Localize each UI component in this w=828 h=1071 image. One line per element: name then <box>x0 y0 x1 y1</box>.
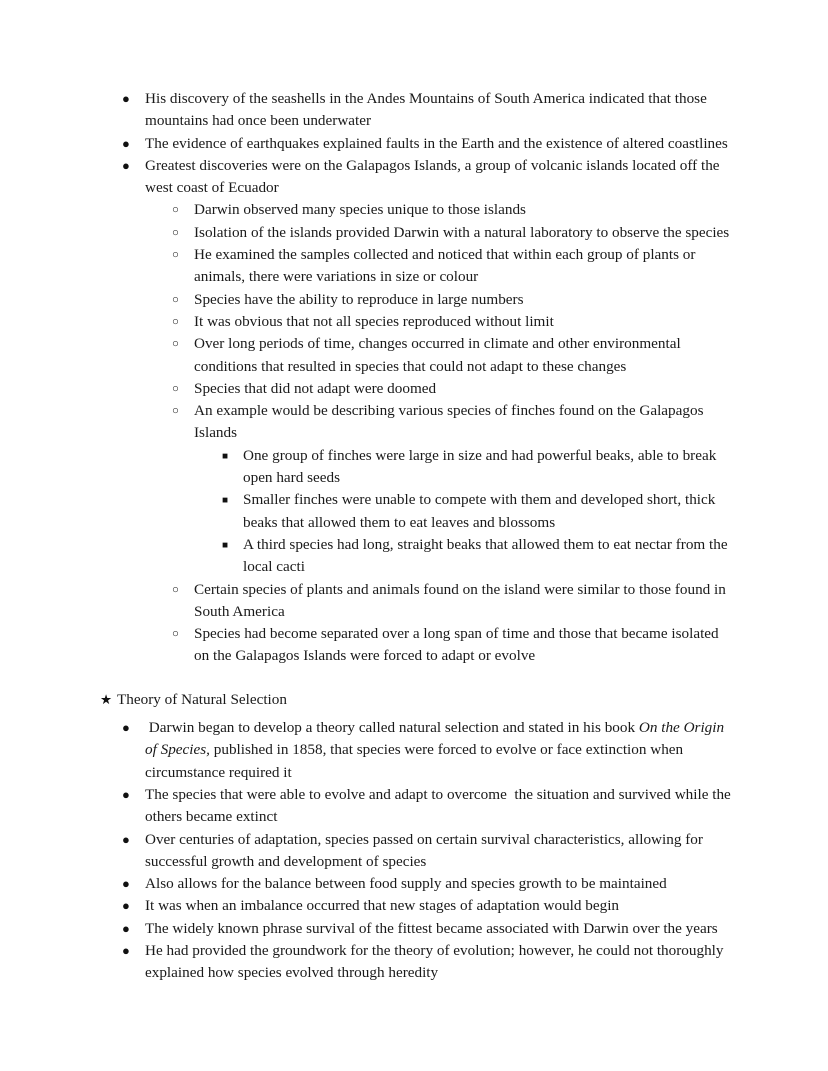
list-item-level-2 <box>96 311 736 333</box>
list-item-level-2 <box>96 400 736 445</box>
circle-bullet-icon: ○ <box>172 382 179 395</box>
list-item-level-1 <box>96 784 736 829</box>
list-item-level-2 <box>96 378 736 400</box>
list-item-level-1 <box>96 717 736 784</box>
list-item-text: He had provided the groundwork for the theory of evolution; however, he could not thoroughly explained how species evolved through heredity <box>145 941 728 982</box>
disc-bullet-icon: ● <box>122 720 130 736</box>
list-item-level-3 <box>96 489 736 534</box>
list-item-text: An example would be describing various species of finches found on the Galapagos Islands <box>194 402 708 442</box>
list-item-text: Species that did not adapt were doomed <box>194 379 437 397</box>
list-item-text: Darwin began to develop a theory called natural selection and stated in his book On the Origin of Species, published in 1858, that species were forced to evolve or face extinction when circumstance required it <box>145 719 728 781</box>
circle-bullet-icon: ○ <box>172 249 179 262</box>
list-item-level-2 <box>96 244 736 289</box>
circle-bullet-icon: ○ <box>172 226 179 239</box>
list-item-level-2 <box>96 289 736 311</box>
square-bullet-icon: ■ <box>222 539 229 551</box>
list-item-level-2 <box>96 623 736 668</box>
list-item-level-3 <box>96 534 736 579</box>
circle-bullet-icon: ○ <box>172 204 179 217</box>
circle-bullet-icon: ○ <box>172 293 179 306</box>
circle-bullet-icon: ○ <box>172 315 179 328</box>
section-heading-theory-of-natural-selection <box>96 689 736 711</box>
list-item-text: Smaller finches were unable to compete with them and developed short, thick beaks that allowed them to eat leaves and blossoms <box>243 491 720 531</box>
list-item-text: Greatest discoveries were on the Galapagos Islands, a group of volcanic islands located off the west coast of Ecuador <box>145 156 724 197</box>
list-item-text: It was when an imbalance occurred that new stages of adaptation would begin <box>145 897 620 915</box>
circle-bullet-icon: ○ <box>172 583 179 596</box>
circle-bullet-icon: ○ <box>172 338 179 351</box>
list-item-level-2 <box>96 222 736 244</box>
section-heading-label: Theory of Natural Selection <box>117 690 287 708</box>
list-item-level-1 <box>96 88 736 133</box>
list-item-level-1 <box>96 873 736 895</box>
list-item-level-3 <box>96 445 736 490</box>
list-item-level-1 <box>96 940 736 985</box>
list-item-level-1 <box>96 918 736 940</box>
list-item-text: He examined the samples collected and noticed that within each group of plants or animals, there were variations in size or colour <box>194 246 700 286</box>
disc-bullet-icon: ● <box>122 91 130 106</box>
list-item-text: The evidence of earthquakes explained faults in the Earth and the existence of altered coastlines <box>145 134 728 152</box>
book-title-italic: On the Origin of Species, <box>145 719 728 759</box>
list-item-level-1 <box>96 829 736 874</box>
square-bullet-icon: ■ <box>222 495 229 507</box>
disc-bullet-icon: ● <box>122 920 130 936</box>
list-item-level-2 <box>96 579 736 624</box>
disc-bullet-icon: ● <box>122 135 130 151</box>
list-item-text: Certain species of plants and animals found on the island were similar to those found in South America <box>194 580 730 620</box>
list-item-text: His discovery of the seashells in the Andes Mountains of South America indicated that those mountains had once been underwater <box>145 90 711 130</box>
list-item-text: The widely known phrase survival of the fittest became associated with Darwin over the years <box>145 919 718 937</box>
circle-bullet-icon: ○ <box>172 405 179 418</box>
list-item-text: Darwin observed many species unique to those islands <box>194 201 526 219</box>
list-item-level-1 <box>96 155 736 200</box>
document-body <box>96 88 736 985</box>
list-item-text: It was obvious that not all species reproduced without limit <box>194 312 554 330</box>
star-icon: ★ <box>100 691 113 707</box>
list-item-text: The species that were able to evolve and adapt to overcome the situation and survived while the others became extinct <box>145 785 735 826</box>
disc-bullet-icon: ● <box>122 786 130 802</box>
disc-bullet-icon: ● <box>122 157 130 173</box>
list-item-level-1 <box>96 895 736 917</box>
disc-bullet-icon: ● <box>122 942 130 958</box>
list-item-text: Species have the ability to reproduce in large numbers <box>194 290 524 308</box>
circle-bullet-icon: ○ <box>172 628 179 641</box>
disc-bullet-icon: ● <box>122 831 130 847</box>
disc-bullet-icon: ● <box>122 898 130 914</box>
list-item-level-1 <box>96 133 736 155</box>
list-item-level-2 <box>96 333 736 378</box>
list-item-text: Over centuries of adaptation, species passed on certain survival characteristics, allowing for successful growth and development of species <box>145 830 707 870</box>
list-item-text: Over long periods of time, changes occurred in climate and other environmental conditions that resulted in species that could not adapt to these changes <box>194 335 685 375</box>
list-item-text: Also allows for the balance between food supply and species growth to be maintained <box>145 875 667 893</box>
list-item-text: Species had become separated over a long span of time and those that became isolated on the Galapagos Islands were forced to adapt or evolve <box>194 625 723 665</box>
list-section-natural-selection <box>96 717 736 985</box>
list-item-text: One group of finches were large in size and had powerful beaks, able to break open hard seeds <box>243 446 721 487</box>
list-section-voyage-observations <box>96 88 736 668</box>
list-item-text: A third species had long, straight beaks that allowed them to eat nectar from the local cacti <box>243 535 732 576</box>
disc-bullet-icon: ● <box>122 876 130 892</box>
list-item-text: Isolation of the islands provided Darwin with a natural laboratory to observe the species <box>194 223 730 241</box>
list-item-level-2 <box>96 199 736 221</box>
square-bullet-icon: ■ <box>222 450 229 462</box>
